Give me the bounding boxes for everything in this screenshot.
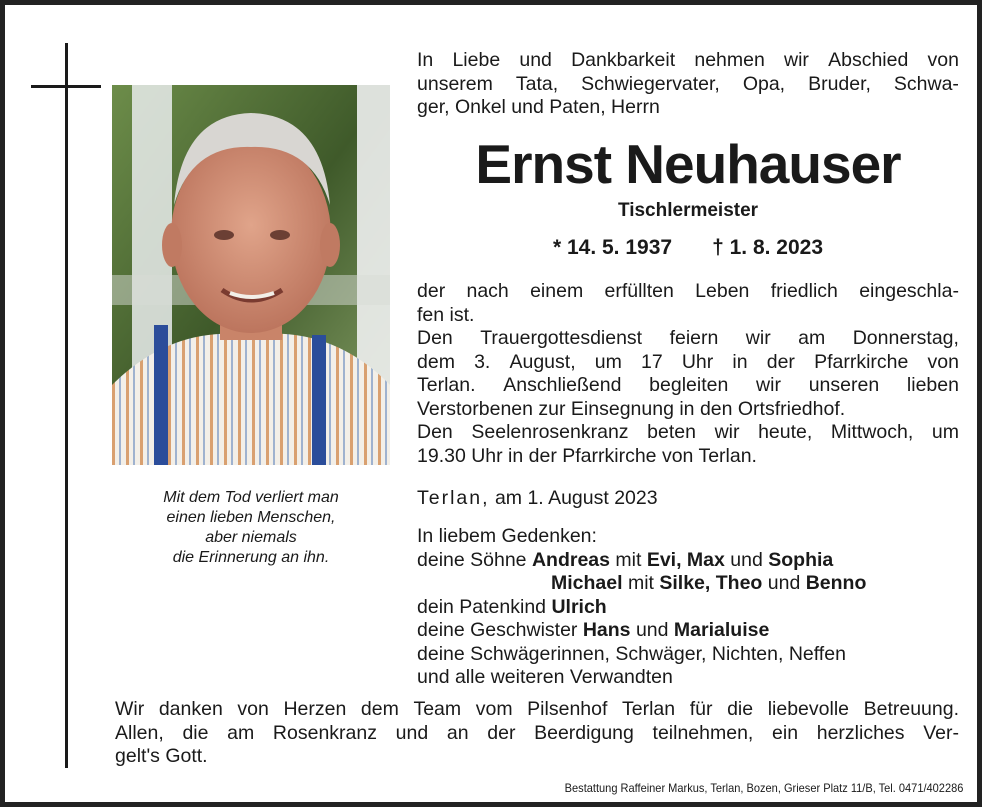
thanks-line: Allen, die am Rosenkranz und an der Beerdigung teilnehmen, ein herzliches Ver- — [115, 721, 959, 744]
body-line: dem 3. August, um 17 Uhr in der Pfarrkirche von — [417, 350, 959, 373]
body-line: fen ist. — [417, 303, 475, 326]
sons-prefix: deine Söhne — [417, 548, 527, 571]
family-names: Silke, Theo — [659, 572, 763, 594]
son-name: Andreas — [531, 548, 610, 571]
funeral-home-footer: Bestattung Raffeiner Markus, Terlan, Bozen, Grieser Platz 11/B, Tel. 0471/402286 — [564, 781, 963, 795]
profession: Tischlermeister — [617, 200, 759, 221]
son-name: Michael — [551, 572, 623, 594]
quote-line: aber niemals — [205, 529, 297, 546]
body-line: Den Seelenrosenkranz beten wir heute, Mittwoch, um — [417, 421, 959, 443]
birth-date: * 14. 5. 1937 — [552, 236, 673, 259]
body-line: Verstorbenen zur Einsegnung in den Ortsfriedhof. — [417, 397, 846, 420]
family-heading: In liebem Gedenken: — [417, 525, 597, 547]
thanks-text — [115, 698, 959, 769]
memorial-quote — [112, 488, 390, 568]
death-date: † 1. 8. 2023 — [712, 236, 824, 259]
quote-line: Mit dem Tod verliert man — [163, 489, 339, 506]
quote-line: einen lieben Menschen, — [166, 509, 336, 526]
family-names: Evi, Max — [646, 548, 725, 571]
date: am 1. August 2023 — [494, 487, 658, 509]
relatives-line: und alle weiteren Verwandten — [417, 666, 673, 688]
intro-line: In Liebe und Dankbarkeit nehmen wir Abschied von — [417, 49, 959, 71]
godchild-line — [417, 596, 959, 620]
body-line: der nach einem erfüllten Leben friedlich eingeschla- — [417, 280, 959, 302]
inlaws-line: deine Schwägerinnen, Schwäger, Nichten, Neffen — [417, 642, 846, 665]
body-line: Den Trauergottesdienst feiern wir am Donnerstag, — [417, 327, 959, 349]
connector: und — [635, 619, 669, 641]
cross-bar — [31, 85, 101, 88]
connector: mit — [615, 548, 642, 571]
life-dates — [417, 235, 959, 261]
godchild-name: Ulrich — [551, 595, 607, 618]
connector: und — [730, 548, 763, 571]
intro-line: unserem Tata, Schwiegervater, Opa, Bruder, Schwa- — [417, 72, 959, 95]
godchild-prefix: dein Patenkind — [417, 595, 547, 618]
body-line: 19.30 Uhr in der Pfarrkirche von Terlan. — [417, 444, 757, 467]
thanks-line: Wir danken von Herzen dem Team vom Pilsenhof Terlan für die liebevolle Betreuung. — [115, 698, 959, 720]
connector: und — [767, 572, 801, 594]
cross-icon — [65, 43, 68, 768]
place: Terlan, — [417, 487, 490, 509]
intro-text — [417, 49, 959, 120]
connector: mit — [627, 572, 654, 594]
family-names: Sophia — [768, 548, 834, 571]
siblings-prefix: deine Geschwister — [417, 619, 578, 641]
intro-line: ger, Onkel und Paten, Herrn — [417, 96, 660, 118]
deceased-name: Ernst Neuhauser — [475, 133, 901, 195]
sibling-name: Marialuise — [673, 619, 770, 641]
siblings-line — [417, 619, 959, 643]
family-names: Benno — [805, 572, 867, 594]
service-details — [417, 280, 959, 468]
quote-line: die Erinnerung an ihn. — [172, 549, 330, 566]
place-date — [417, 487, 959, 511]
sons-line — [417, 549, 959, 573]
body-line: Terlan. Anschließend begleiten wir unseren lieben — [417, 374, 959, 396]
thanks-line: gelt's Gott. — [115, 745, 208, 767]
portrait-photo — [112, 85, 390, 465]
sons-line-2 — [417, 572, 959, 596]
family-list — [417, 525, 959, 690]
sibling-name: Hans — [582, 619, 631, 641]
